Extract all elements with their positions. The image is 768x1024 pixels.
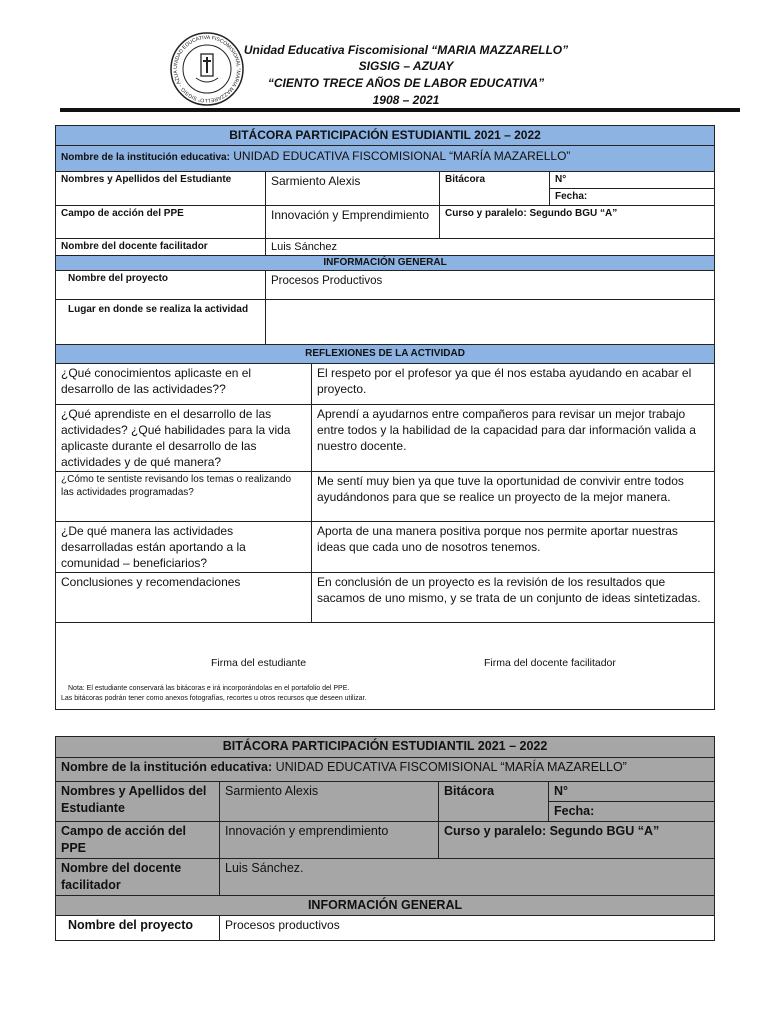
- institution-value: UNIDAD EDUCATIVA FISCOMISIONAL “MARÍA MAZARELLO”: [229, 149, 571, 163]
- answer-1[interactable]: El respeto por el profesor ya que él nos estaba ayudando en acabar el proyecto.: [312, 364, 715, 405]
- bitacora-label: Bitácora: [440, 172, 550, 206]
- answer-2[interactable]: Aprendí a ayudarnos entre compañeros para revisar un mejor trabajo entre todos y la habilidad de la capacidad para dar información valida a nuestro docente.: [312, 405, 715, 472]
- form2-proyecto-value[interactable]: Procesos productivos: [220, 916, 715, 941]
- form2-curso-label: Curso y paralelo: Segundo BGU “A”: [439, 822, 715, 859]
- school-years: 1908 – 2021: [372, 93, 440, 107]
- firma-docente: Firma del docente facilitador: [484, 657, 616, 669]
- bitacora-form-1: [55, 125, 715, 710]
- no-field[interactable]: N°: [550, 172, 715, 189]
- form2-campo-label: Campo de acción del PPE: [56, 822, 220, 859]
- signature-area: [56, 623, 715, 710]
- form2-docente-value[interactable]: Luis Sánchez.: [220, 859, 715, 896]
- fecha-field[interactable]: Fecha:: [550, 189, 715, 206]
- form2-docente-label: Nombre del docente facilitador: [56, 859, 220, 896]
- form2-fecha-field[interactable]: Fecha:: [549, 802, 715, 822]
- info-general-band: INFORMACIÓN GENERAL: [56, 256, 715, 271]
- form2-proyecto-label: Nombre del proyecto: [56, 916, 220, 941]
- school-name: Unidad Educativa Fiscomisional “MARIA MAZZARELLO”: [243, 43, 569, 57]
- answer-4[interactable]: Aporta de una manera positiva porque nos permite aportar nuestras ideas que cada uno de nosotros tenemos.: [312, 522, 715, 573]
- form2-student-label: Nombres y Apellidos del Estudiante: [56, 782, 220, 822]
- reflexiones-band: REFLEXIONES DE LA ACTIVIDAD: [56, 345, 715, 364]
- campo-value[interactable]: Innovación y Emprendimiento: [266, 206, 440, 239]
- docente-label: Nombre del docente facilitador: [56, 239, 266, 256]
- form2-institution-label: Nombre de la institución educativa:: [61, 760, 273, 774]
- question-2: ¿Qué aprendiste en el desarrollo de las actividades? ¿Qué habilidades para la vida aplicaste durante el desarrollo de las actividades y de qué manera?: [56, 405, 312, 472]
- lugar-value[interactable]: [266, 300, 715, 345]
- question-5: Conclusiones y recomendaciones: [56, 573, 312, 623]
- institution-label: Nombre de la institución educativa:: [61, 152, 230, 163]
- form2-bitacora-label: Bitácora: [439, 782, 549, 822]
- note-1: Nota: El estudiante conservará las bitácoras e irá incorporándolas en el portafolio del PPE.: [68, 685, 350, 692]
- note-2: Las bitácoras podrán tener como anexos fotografías, recortes u otros recursos que deseen utilizar.: [61, 695, 367, 702]
- school-motto: “CIENTO TRECE AÑOS DE LABOR EDUCATIVA”: [267, 76, 545, 90]
- school-location: SIGSIG – AZUAY: [358, 59, 454, 73]
- form2-title: BITÁCORA PARTICIPACIÓN ESTUDIANTIL 2021 – 2022: [56, 737, 715, 758]
- student-label: Nombres y Apellidos del Estudiante: [56, 172, 266, 206]
- form2-no-field[interactable]: N°: [549, 782, 715, 802]
- proyecto-value[interactable]: Procesos Productivos: [266, 271, 715, 300]
- header-rule: [60, 108, 740, 112]
- student-value[interactable]: Sarmiento Alexis: [266, 172, 440, 206]
- curso-label: Curso y paralelo: Segundo BGU “A”: [440, 206, 715, 239]
- bitacora-form-2: [55, 736, 715, 941]
- campo-label: Campo de acción del PPE: [56, 206, 266, 239]
- form2-institution-row: [56, 758, 715, 782]
- form2-campo-value[interactable]: Innovación y emprendimiento: [220, 822, 439, 859]
- seal-text: UNIDAD EDUCATIVA FISCOMISIONAL "MARIA MAZZARELLO" SIGSIG - AZUA: [172, 34, 242, 104]
- form-title: BITÁCORA PARTICIPACIÓN ESTUDIANTIL 2021 – 2022: [56, 126, 715, 146]
- question-3: ¿Cómo te sentiste revisando los temas o realizando las actividades programadas?: [56, 472, 312, 522]
- firma-estudiante: Firma del estudiante: [211, 657, 307, 669]
- form2-info-general-band: INFORMACIÓN GENERAL: [56, 896, 715, 916]
- question-1: ¿Qué conocimientos aplicaste en el desarrollo de las actividades??: [56, 364, 312, 405]
- docente-value[interactable]: Luis Sánchez: [266, 239, 715, 256]
- form2-student-value[interactable]: Sarmiento Alexis: [220, 782, 439, 822]
- institution-row: [56, 146, 715, 172]
- answer-5[interactable]: En conclusión de un proyecto es la revisión de los resultados que sacamos de uno mismo, y se trata de un conjunto de ideas sintetizadas.: [312, 573, 715, 623]
- question-4: ¿De qué manera las actividades desarrolladas están aportando a la comunidad – beneficiarios?: [56, 522, 312, 573]
- form2-institution-value: UNIDAD EDUCATIVA FISCOMISIONAL “MARÍA MAZARELLO”: [272, 760, 627, 774]
- proyecto-label: Nombre del proyecto: [56, 271, 266, 300]
- answer-3[interactable]: Me sentí muy bien ya que tuve la oportunidad de convivir entre todos ayudándonos para que se realice un proyecto de la mejor manera.: [312, 472, 715, 522]
- lugar-label: Lugar en donde se realiza la actividad: [56, 300, 266, 345]
